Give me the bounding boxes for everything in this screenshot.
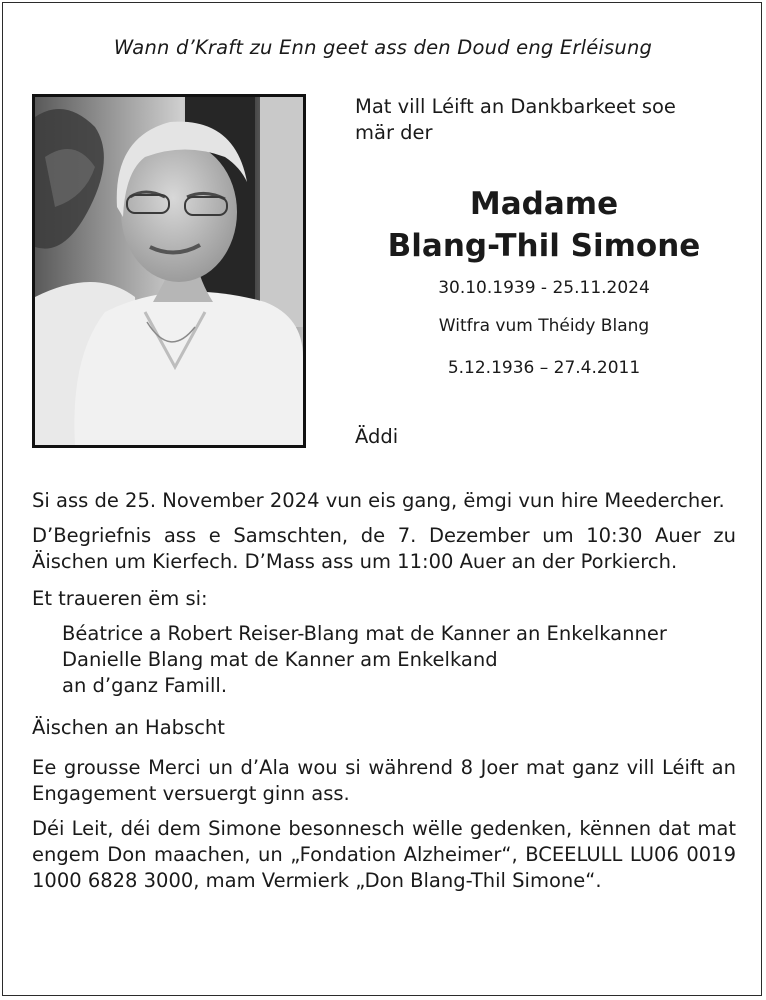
widow-of: Witfra vum Théidy Blang — [438, 316, 650, 336]
mourners-list — [32, 621, 736, 699]
intro-line-1: Mat vill Léift an Dankbarkeet soe — [355, 95, 676, 118]
mourner-item: an d’ganz Famill. — [62, 674, 228, 697]
paragraph-donation: Déi Leit, déi dem Simone besonnesch wëlle gedenken, kënnen dat mat engem Don maachen, un „Fondation Alzheimer“, BCEELULL LU06 0019 1000 6828 3000, mam Vermierk „Don Blang-Thil Simone“. — [32, 817, 736, 892]
location: Äischen an Habscht — [32, 716, 225, 739]
paragraph-funeral: D’Begriefnis ass e Samschten, de 7. Dezember um 10:30 Auer zu Äischen um Kierfech. D’Mass ass um 11:00 Auer an der Porkierch. — [32, 524, 736, 573]
deceased-name — [355, 183, 733, 267]
portrait-illustration — [35, 97, 303, 445]
mourning-intro: Et traueren ëm si: — [32, 587, 208, 610]
intro-line-2: mär der — [355, 121, 433, 144]
paragraph-thanks: Ee grousse Merci un d’Ala wou si während 8 Joer mat ganz vill Léift an Engagement versuergt ginn ass. — [32, 756, 736, 805]
name-full: Blang-Thil Simone — [387, 228, 701, 264]
mourner-item: Béatrice a Robert Reiser-Blang mat de Kanner an Enkelkanner — [62, 622, 667, 645]
name-title: Madame — [469, 186, 619, 222]
portrait-photo — [32, 94, 306, 448]
spouse-dates: 5.12.1936 – 27.4.2011 — [447, 358, 641, 378]
mourner-item: Danielle Blang mat de Kanner am Enkelkand — [62, 648, 498, 671]
life-dates: 30.10.1939 - 25.11.2024 — [438, 278, 650, 298]
motto: Wann d’Kraft zu Enn geet ass den Doud eng Erléisung — [113, 36, 653, 59]
intro-text — [355, 94, 745, 146]
announcement-body — [32, 488, 736, 894]
signoff: Äddi — [355, 425, 399, 448]
paragraph-death: Si ass de 25. November 2024 vun eis gang, ëmgi vun hire Meedercher. — [32, 489, 725, 512]
